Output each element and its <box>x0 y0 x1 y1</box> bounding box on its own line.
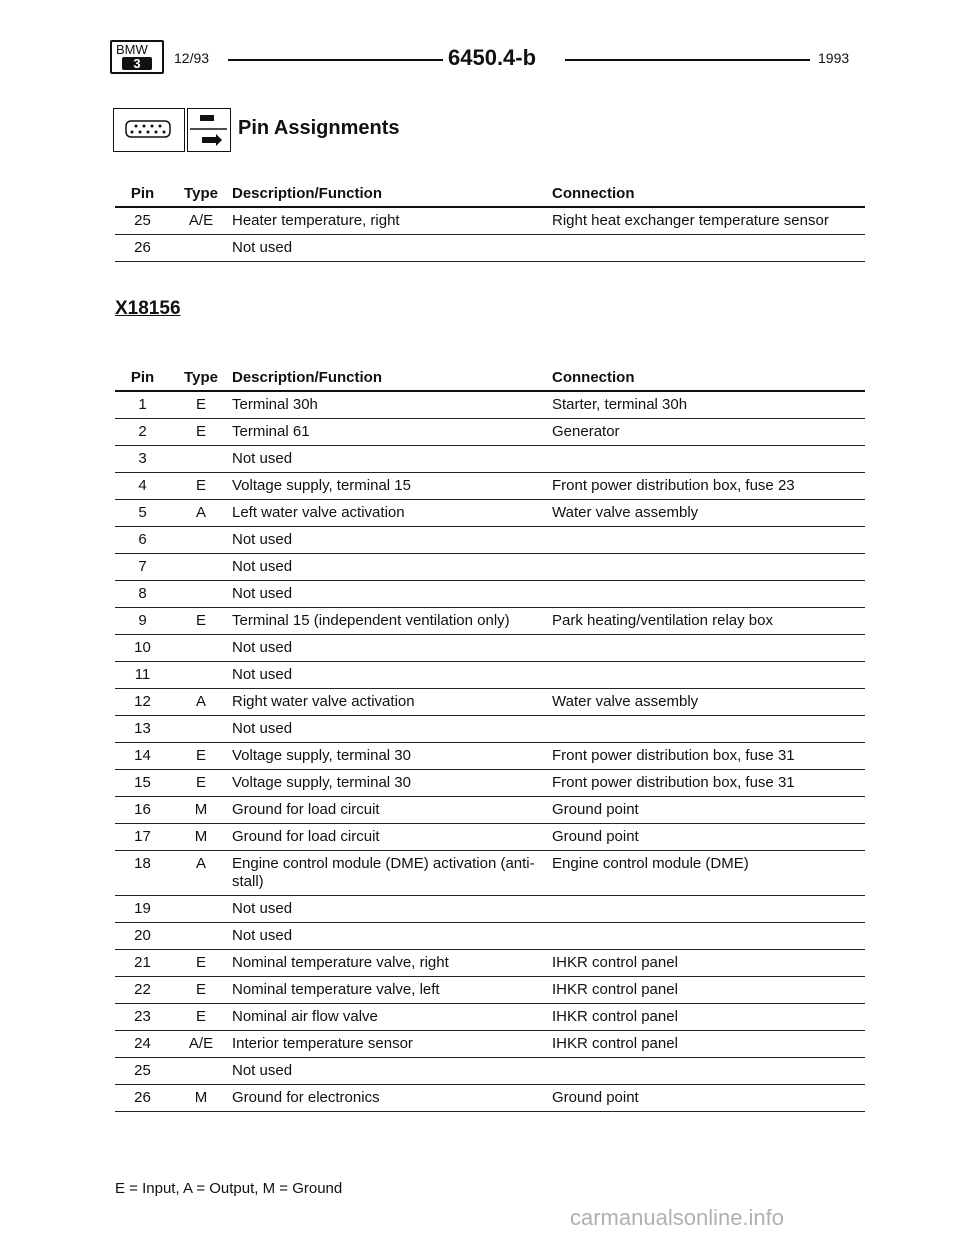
description-cell: Not used <box>232 635 552 662</box>
header-date: 12/93 <box>174 50 210 66</box>
connection-cell: Front power distribution box, fuse 31 <box>552 770 865 797</box>
table-row <box>115 1085 865 1112</box>
connection-cell <box>552 1058 865 1085</box>
pin-cell: 24 <box>115 1031 170 1058</box>
type-cell <box>170 635 232 662</box>
type-cell: E <box>170 1004 232 1031</box>
connection-cell <box>552 896 865 923</box>
table-row <box>115 1058 865 1085</box>
connection-cell <box>552 662 865 689</box>
pin-cell: 5 <box>115 500 170 527</box>
description-cell: Nominal air flow valve <box>232 1004 552 1031</box>
pin-cell: 13 <box>115 716 170 743</box>
type-cell: E <box>170 391 232 419</box>
type-cell: E <box>170 419 232 446</box>
page-header <box>110 40 855 74</box>
connection-cell: Ground point <box>552 824 865 851</box>
pin-cell: 12 <box>115 689 170 716</box>
connection-cell <box>552 716 865 743</box>
description-cell: Ground for electronics <box>232 1085 552 1112</box>
description-cell: Not used <box>232 896 552 923</box>
type-cell: M <box>170 797 232 824</box>
col-type: Type <box>170 180 232 207</box>
description-cell: Not used <box>232 554 552 581</box>
pin-cell: 3 <box>115 446 170 473</box>
table-row <box>115 770 865 797</box>
description-cell: Terminal 61 <box>232 419 552 446</box>
description-cell: Nominal temperature valve, right <box>232 950 552 977</box>
table-row <box>115 743 865 770</box>
pin-cell: 1 <box>115 391 170 419</box>
pin-cell: 14 <box>115 743 170 770</box>
type-cell <box>170 527 232 554</box>
description-cell: Left water valve activation <box>232 500 552 527</box>
pin-table-continued <box>115 180 865 262</box>
table-row <box>115 635 865 662</box>
table-row <box>115 851 865 896</box>
connector-id: X18156 <box>115 298 181 319</box>
description-cell: Voltage supply, terminal 30 <box>232 743 552 770</box>
type-cell <box>170 554 232 581</box>
table-row <box>115 608 865 635</box>
connection-cell: Front power distribution box, fuse 31 <box>552 743 865 770</box>
description-cell: Ground for load circuit <box>232 824 552 851</box>
pin-cell: 7 <box>115 554 170 581</box>
table-row <box>115 1031 865 1058</box>
connection-cell: Water valve assembly <box>552 500 865 527</box>
document-code: 6450.4-b <box>448 45 537 70</box>
pin-table-x18156 <box>115 364 865 1112</box>
type-cell: E <box>170 950 232 977</box>
type-cell: E <box>170 977 232 1004</box>
type-cell: M <box>170 1085 232 1112</box>
table-row <box>115 977 865 1004</box>
table-row <box>115 950 865 977</box>
pin-cell: 10 <box>115 635 170 662</box>
table-row <box>115 1004 865 1031</box>
connection-cell: Park heating/ventilation relay box <box>552 608 865 635</box>
col-description: Description/Function <box>232 180 552 207</box>
description-cell: Not used <box>232 1058 552 1085</box>
pin-cell: 22 <box>115 977 170 1004</box>
header-year: 1993 <box>818 50 850 66</box>
description-cell: Voltage supply, terminal 15 <box>232 473 552 500</box>
connection-cell <box>552 923 865 950</box>
pin-cell: 26 <box>115 235 170 262</box>
logo-series: 3 <box>122 57 152 70</box>
connection-cell: Right heat exchanger temperature sensor <box>552 207 865 235</box>
description-cell: Not used <box>232 527 552 554</box>
table-row <box>115 446 865 473</box>
pin-cell: 9 <box>115 608 170 635</box>
table-row <box>115 554 865 581</box>
description-cell: Not used <box>232 662 552 689</box>
type-cell: A/E <box>170 1031 232 1058</box>
col-pin: Pin <box>115 180 170 207</box>
table-row <box>115 689 865 716</box>
description-cell: Not used <box>232 235 552 262</box>
connection-cell: IHKR control panel <box>552 950 865 977</box>
description-cell: Not used <box>232 581 552 608</box>
pin-cell: 19 <box>115 896 170 923</box>
header-rule-left <box>228 59 443 61</box>
type-cell: E <box>170 743 232 770</box>
page-title: Pin Assignments <box>238 117 400 139</box>
pin-cell: 25 <box>115 207 170 235</box>
type-legend: E = Input, A = Output, M = Ground <box>115 1180 343 1197</box>
table-row <box>115 716 865 743</box>
connection-cell: IHKR control panel <box>552 1004 865 1031</box>
table-row <box>115 235 865 262</box>
pin-cell: 15 <box>115 770 170 797</box>
col-type: Type <box>170 364 232 391</box>
type-cell: E <box>170 473 232 500</box>
connection-cell: IHKR control panel <box>552 977 865 1004</box>
col-connection: Connection <box>552 364 865 391</box>
description-cell: Not used <box>232 446 552 473</box>
col-description: Description/Function <box>232 364 552 391</box>
connection-cell <box>552 581 865 608</box>
connection-cell <box>552 635 865 662</box>
pin-cell: 4 <box>115 473 170 500</box>
type-cell: E <box>170 770 232 797</box>
connection-cell <box>552 235 865 262</box>
pin-cell: 6 <box>115 527 170 554</box>
pin-cell: 16 <box>115 797 170 824</box>
watermark: carmanualsonline.info <box>570 1205 785 1230</box>
table-row <box>115 419 865 446</box>
description-cell: Ground for load circuit <box>232 797 552 824</box>
table-row <box>115 527 865 554</box>
table-row <box>115 473 865 500</box>
type-cell: E <box>170 608 232 635</box>
table-row <box>115 207 865 235</box>
table-row <box>115 500 865 527</box>
type-cell: A <box>170 851 232 896</box>
pin-cell: 26 <box>115 1085 170 1112</box>
type-cell: A <box>170 500 232 527</box>
col-connection: Connection <box>552 180 865 207</box>
table-row <box>115 581 865 608</box>
description-cell: Not used <box>232 716 552 743</box>
table-row <box>115 824 865 851</box>
connection-cell: Engine control module (DME) <box>552 851 865 896</box>
pin-cell: 18 <box>115 851 170 896</box>
type-cell <box>170 446 232 473</box>
connection-cell <box>552 446 865 473</box>
pin-cell: 2 <box>115 419 170 446</box>
type-cell: M <box>170 824 232 851</box>
description-cell: Right water valve activation <box>232 689 552 716</box>
type-cell <box>170 716 232 743</box>
connection-cell: Water valve assembly <box>552 689 865 716</box>
description-cell: Engine control module (DME) activation (anti-stall) <box>232 851 552 896</box>
description-cell: Heater temperature, right <box>232 207 552 235</box>
type-cell: A/E <box>170 207 232 235</box>
type-cell: A <box>170 689 232 716</box>
pin-cell: 20 <box>115 923 170 950</box>
description-cell: Nominal temperature valve, left <box>232 977 552 1004</box>
header-rule-right <box>565 59 810 61</box>
connection-cell <box>552 554 865 581</box>
pin-cell: 25 <box>115 1058 170 1085</box>
type-cell <box>170 1058 232 1085</box>
col-pin: Pin <box>115 364 170 391</box>
type-cell <box>170 923 232 950</box>
connector-plug-icon <box>113 108 185 152</box>
description-cell: Terminal 15 (independent ventilation only) <box>232 608 552 635</box>
type-cell <box>170 896 232 923</box>
table-header-row <box>115 364 865 391</box>
description-cell: Terminal 30h <box>232 391 552 419</box>
connection-cell <box>552 527 865 554</box>
pin-cell: 8 <box>115 581 170 608</box>
pin-cell: 17 <box>115 824 170 851</box>
type-cell <box>170 581 232 608</box>
bmw-3-series-logo <box>110 40 164 74</box>
pin-cell: 21 <box>115 950 170 977</box>
description-cell: Not used <box>232 923 552 950</box>
type-cell <box>170 662 232 689</box>
logo-brand: BMW <box>116 42 148 57</box>
connection-cell: IHKR control panel <box>552 1031 865 1058</box>
pin-cell: 23 <box>115 1004 170 1031</box>
pin-cell: 11 <box>115 662 170 689</box>
connection-cell: Generator <box>552 419 865 446</box>
connection-cell: Starter, terminal 30h <box>552 391 865 419</box>
table-row <box>115 662 865 689</box>
connection-cell: Ground point <box>552 1085 865 1112</box>
table-row <box>115 797 865 824</box>
pin-direction-icon <box>187 108 231 152</box>
connection-cell: Ground point <box>552 797 865 824</box>
connection-cell: Front power distribution box, fuse 23 <box>552 473 865 500</box>
description-cell: Interior temperature sensor <box>232 1031 552 1058</box>
type-cell <box>170 235 232 262</box>
table-row <box>115 391 865 419</box>
table-header-row <box>115 180 865 207</box>
table-row <box>115 896 865 923</box>
description-cell: Voltage supply, terminal 30 <box>232 770 552 797</box>
table-row <box>115 923 865 950</box>
